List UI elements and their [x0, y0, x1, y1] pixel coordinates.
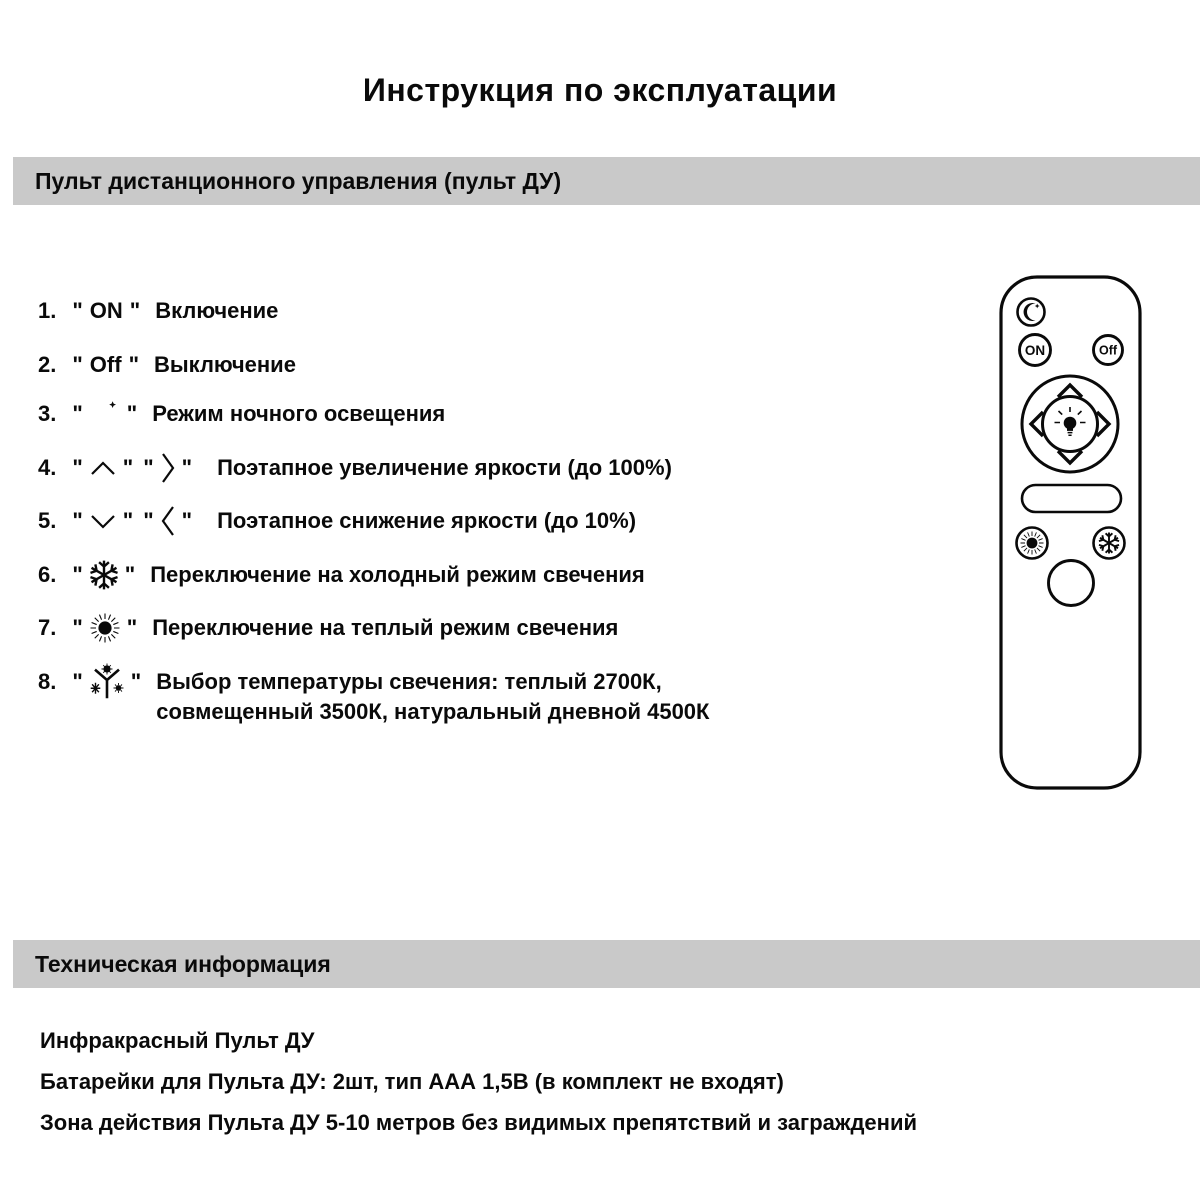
- item-label: Режим ночного освещения: [152, 401, 446, 426]
- tech-line-range: Зона действия Пульта ДУ 5-10 метров без видимых препятствий и заграждений: [40, 1110, 918, 1135]
- item-number: 4.: [38, 455, 57, 480]
- quote-mark: ": [122, 508, 134, 533]
- list-item-brightness-up: [38, 451, 672, 485]
- quote-mark: ": [72, 562, 83, 587]
- chevron-left-icon: [159, 504, 177, 538]
- snowflake-cold-mode-icon: [88, 559, 120, 591]
- item-label-line1: Выбор температуры свечения: теплый 2700К,: [156, 669, 662, 694]
- section-header-tech: [13, 940, 1200, 988]
- quote-mark: ": [143, 508, 154, 533]
- quote-mark: ": [126, 401, 138, 426]
- section-header-remote: [13, 157, 1200, 205]
- remote-control-illustration: [998, 272, 1143, 792]
- quote-mark: ": [143, 455, 154, 480]
- tech-line-batteries: Батарейки для Пульта ДУ: 2шт, тип ААА 1,5В (в комплект не входят): [40, 1069, 784, 1094]
- quote-mark: ": [72, 455, 83, 480]
- tech-line-remote-type: Инфракрасный Пульт ДУ: [40, 1028, 315, 1053]
- chevron-right-icon: [159, 451, 177, 485]
- item-number: 5.: [38, 508, 57, 533]
- sun-icon: [1027, 538, 1038, 549]
- item-label: Переключение на холодный режим свечения: [150, 562, 645, 587]
- button-name-off: Off: [89, 352, 122, 377]
- quote-mark: ": [72, 352, 83, 377]
- page-title: Инструкция по эксплуатации: [362, 72, 838, 108]
- quote-mark: ": [126, 615, 138, 640]
- quote-mark: ": [128, 352, 139, 377]
- quote-mark: ": [181, 455, 193, 480]
- list-item-brightness-down: [38, 504, 636, 538]
- quote-mark: ": [124, 562, 136, 587]
- temperature-select-icon: [88, 663, 126, 701]
- list-item-on: [38, 298, 278, 324]
- item-number: 6.: [38, 562, 57, 587]
- sun-warm-mode-icon: [88, 611, 122, 645]
- item-label-line2: совмещенный 3500К, натуральный дневной 4500К: [156, 699, 710, 724]
- item-number: 8.: [38, 669, 57, 694]
- quote-mark: ": [72, 508, 83, 533]
- item-number: 2.: [38, 352, 57, 377]
- list-item-temperature-select: [38, 667, 709, 727]
- remote-warm-mode-button: [1017, 528, 1048, 559]
- item-number: 3.: [38, 401, 57, 426]
- quote-mark: ": [72, 615, 83, 640]
- item-label: Включение: [155, 298, 279, 323]
- list-item-warm-mode: [38, 611, 618, 645]
- item-label: Поэтапное снижение яркости (до 10%): [217, 508, 637, 533]
- list-item-off: [38, 352, 296, 378]
- remote-on-label: ON: [1024, 343, 1046, 358]
- section-header-remote-label: Пульт дистанционного управления (пульт ДУ): [35, 167, 562, 194]
- item-label: [156, 667, 709, 727]
- quote-mark: ": [130, 669, 142, 694]
- button-name-on: ON: [89, 298, 123, 323]
- quote-mark: ": [129, 298, 141, 323]
- quote-mark: ": [72, 401, 83, 426]
- list-item-night-mode: [38, 397, 445, 431]
- quote-mark: ": [72, 298, 83, 323]
- quote-mark: ": [122, 455, 134, 480]
- remote-off-label: Off: [1098, 343, 1118, 358]
- list-item-cold-mode: [38, 559, 645, 591]
- moon-night-mode-icon: [88, 397, 122, 431]
- section-header-tech-label: Техническая информация: [35, 950, 331, 977]
- chevron-up-icon: [88, 458, 118, 478]
- item-number: 7.: [38, 615, 57, 640]
- quote-mark: ": [72, 669, 83, 694]
- quote-mark: ": [181, 508, 193, 533]
- item-label: Переключение на теплый режим свечения: [152, 615, 619, 640]
- item-number: 1.: [38, 298, 57, 323]
- chevron-down-icon: [88, 511, 118, 531]
- item-label: Поэтапное увеличение яркости (до 100%): [217, 455, 672, 480]
- item-label: Выключение: [154, 352, 296, 377]
